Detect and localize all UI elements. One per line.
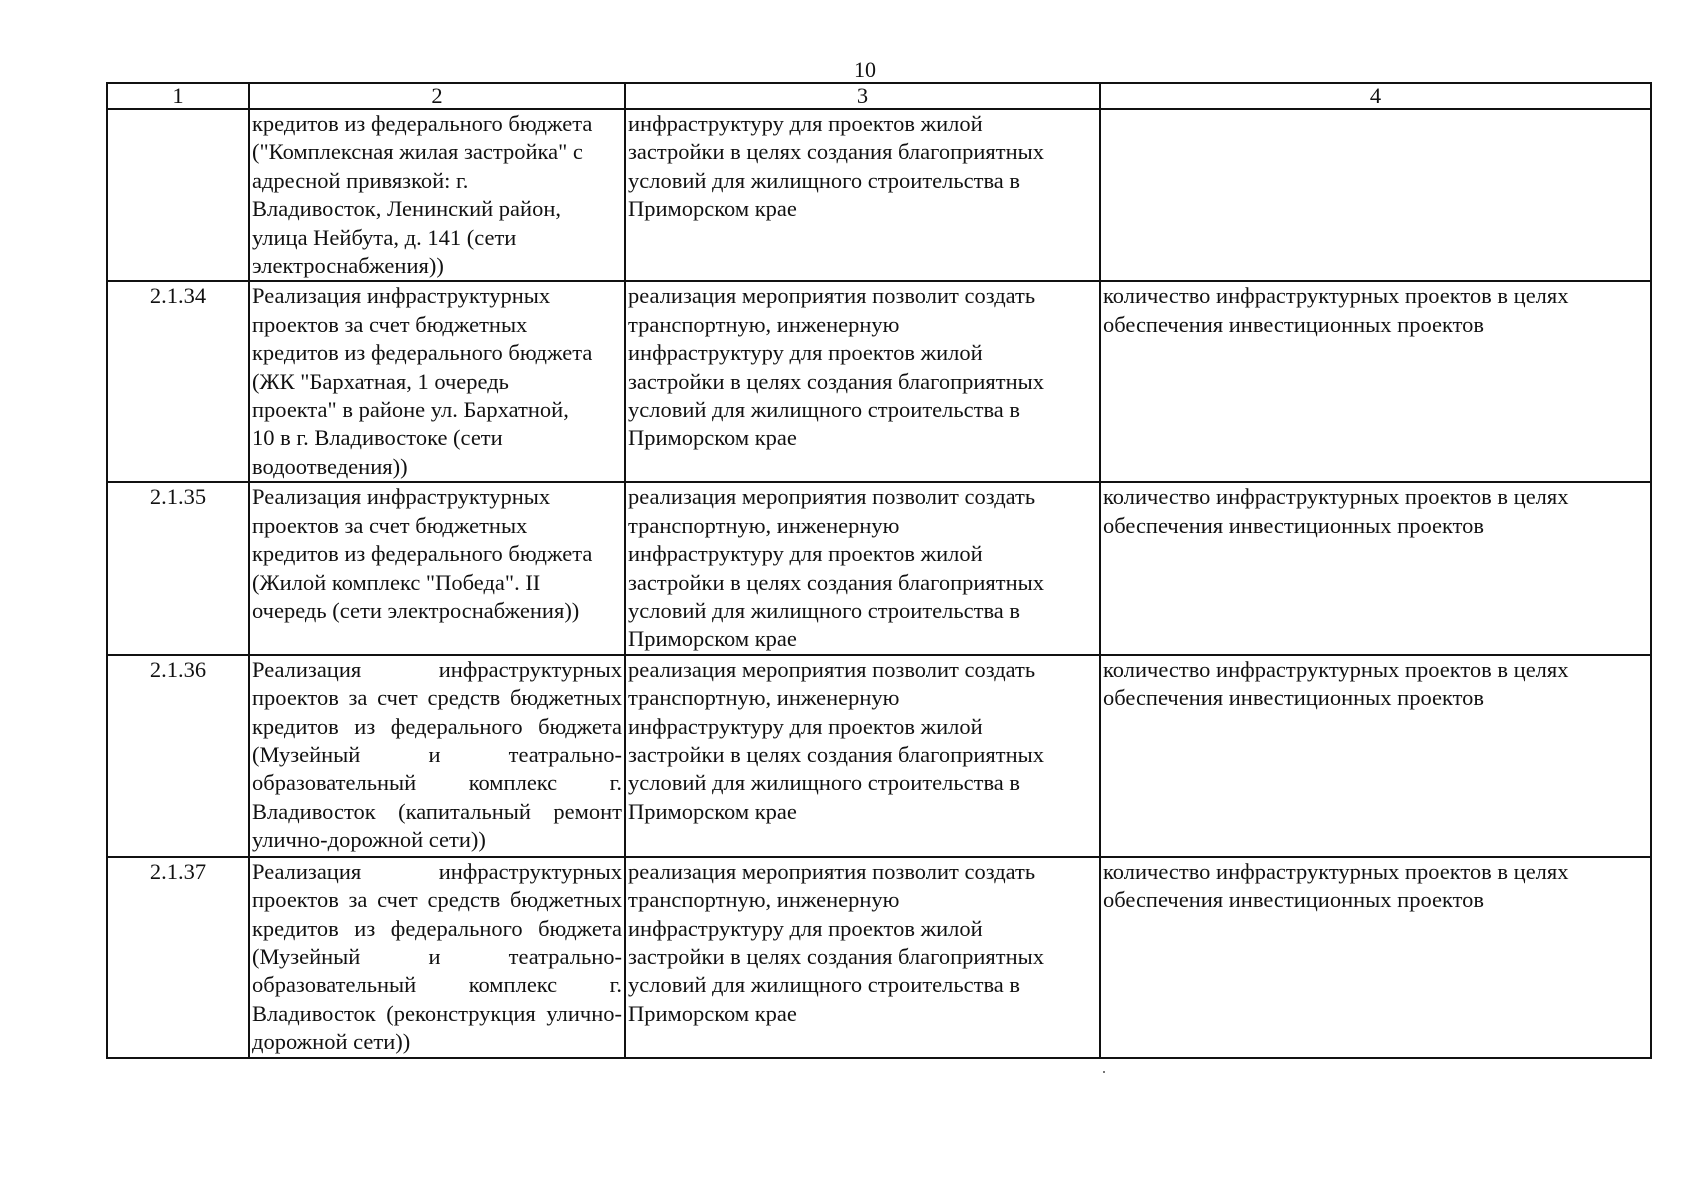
measure-name: Реализация инфраструктурных проектов за счет средств бюджетных кредитов из федерального бюджета (Музейный и театрально-образовательный комплекс г. Владивосток (капитальный ремонт улично-дорожной сети)) bbox=[252, 656, 622, 853]
table-row bbox=[107, 857, 1651, 1058]
header-col-3: 3 bbox=[625, 83, 1100, 109]
page-number: 10 bbox=[854, 57, 876, 82]
measure-name-cell bbox=[249, 482, 625, 654]
scan-speck bbox=[1103, 1071, 1105, 1073]
measure-name: кредитов из федерального бюджета ("Комплексная жилая застройка" с адресной привязкой: г. Владивосток, Ленинский район, улица Нейбута, д. 141 (сети электроснабжения)) bbox=[252, 111, 593, 279]
table-row bbox=[107, 655, 1651, 857]
row-number: 2.1.35 bbox=[107, 482, 249, 654]
measure-name-cell bbox=[249, 655, 625, 857]
expected-result: реализация мероприятия позволит создать транспортную, инженерную инфраструктуру для проектов жилой застройки в целях создания благоприятных условий для жилищного строительства в Приморском крае bbox=[628, 656, 1044, 824]
indicator-cell bbox=[1100, 281, 1651, 482]
table-row bbox=[107, 109, 1651, 281]
header-col-2: 2 bbox=[249, 83, 625, 109]
measure-name-cell bbox=[249, 857, 625, 1058]
row-number: 2.1.34 bbox=[107, 281, 249, 482]
indicator-cell bbox=[1100, 109, 1651, 281]
expected-result-cell bbox=[625, 109, 1100, 281]
expected-result-cell bbox=[625, 857, 1100, 1058]
measures-table bbox=[106, 82, 1652, 1059]
header-col-1: 1 bbox=[107, 83, 249, 109]
row-number: 2.1.37 bbox=[107, 857, 249, 1058]
header-col-4: 4 bbox=[1100, 83, 1651, 109]
indicator: количество инфраструктурных проектов в целях обеспечения инвестиционных проектов bbox=[1103, 484, 1569, 538]
measure-name-cell bbox=[249, 109, 625, 281]
table-header-row bbox=[107, 83, 1651, 109]
indicator-cell bbox=[1100, 482, 1651, 654]
expected-result: инфраструктуру для проектов жилой застройки в целях создания благоприятных условий для жилищного строительства в Приморском крае bbox=[628, 111, 1044, 222]
expected-result-cell bbox=[625, 655, 1100, 857]
indicator: количество инфраструктурных проектов в целях обеспечения инвестиционных проектов bbox=[1103, 656, 1569, 711]
measure-name: Реализация инфраструктурных проектов за счет средств бюджетных кредитов из федерального бюджета (Музейный и театрально-образовательный комплекс г. Владивосток (реконструкция улично-дорожной сети)) bbox=[252, 858, 622, 1055]
measure-name: Реализация инфраструктурных проектов за счет бюджетных кредитов из федерального бюджета (Жилой комплекс "Победа". II очередь (сети электроснабжения)) bbox=[252, 484, 593, 623]
expected-result: реализация мероприятия позволит создать транспортную, инженерную инфраструктуру для проектов жилой застройки в целях создания благоприятных условий для жилищного строительства в Приморском крае bbox=[628, 858, 1044, 1026]
expected-result: реализация мероприятия позволит создать транспортную, инженерную инфраструктуру для проектов жилой застройки в целях создания благоприятных условий для жилищного строительства в Приморском крае bbox=[628, 283, 1044, 451]
table-row bbox=[107, 281, 1651, 482]
indicator-cell bbox=[1100, 655, 1651, 857]
row-number bbox=[107, 109, 249, 281]
indicator-cell bbox=[1100, 857, 1651, 1058]
measure-name: Реализация инфраструктурных проектов за счет бюджетных кредитов из федерального бюджета (ЖК "Бархатная, 1 очередь проекта" в районе ул. Бархатной, 10 в г. Владивостоке (сети водоотведения)) bbox=[252, 283, 593, 479]
row-number: 2.1.36 bbox=[107, 655, 249, 857]
expected-result-cell bbox=[625, 482, 1100, 654]
expected-result: реализация мероприятия позволит создать транспортную, инженерную инфраструктуру для проектов жилой застройки в целях создания благоприятных условий для жилищного строительства в Приморском крае bbox=[628, 484, 1044, 652]
measure-name-cell bbox=[249, 281, 625, 482]
table-row bbox=[107, 482, 1651, 654]
indicator: количество инфраструктурных проектов в целях обеспечения инвестиционных проектов bbox=[1103, 858, 1569, 913]
indicator: количество инфраструктурных проектов в целях обеспечения инвестиционных проектов bbox=[1103, 283, 1569, 337]
expected-result-cell bbox=[625, 281, 1100, 482]
